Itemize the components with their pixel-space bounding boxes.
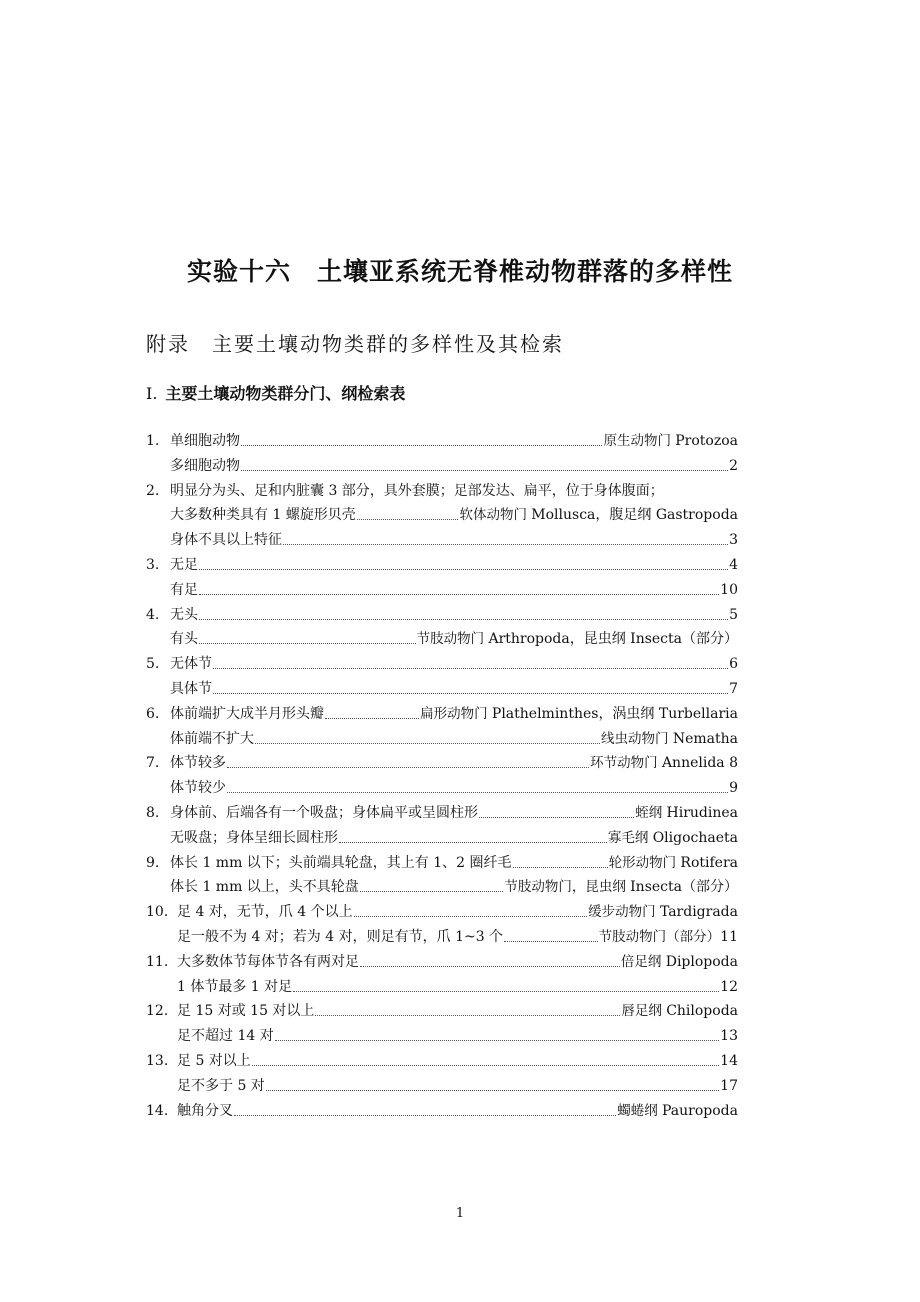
dot-leader (360, 954, 620, 967)
key-row-text: 足一般不为 4 对；若为 4 对，则足有节，爪 1~3 个 (177, 928, 504, 945)
dot-leader (479, 805, 634, 818)
dot-leader (357, 507, 459, 520)
key-row (146, 479, 738, 504)
key-row-result (720, 578, 738, 603)
key-row-number: 9. (146, 854, 160, 871)
key-row-text: 足 4 对，无节，爪 4 个以上 (177, 904, 353, 921)
key-row-text: 无足 (170, 556, 198, 573)
appendix-title: 主要土壤动物类群的多样性及其检索 (212, 332, 564, 356)
key-row-target: 10 (720, 581, 738, 598)
key-row-result (635, 801, 738, 826)
key-row-result (720, 1049, 738, 1074)
key-row (146, 702, 738, 727)
key-row-target: 13 (720, 1028, 738, 1045)
key-row-text: 身体前、后端各有一个吸盘；身体扁平或呈圆柱形 (170, 804, 478, 821)
key-row-target: Arthropoda，昆虫纲 Insecta（部分） (488, 631, 738, 648)
key-row (146, 776, 738, 801)
key-row (146, 553, 738, 578)
key-row-number: 2. (146, 482, 160, 499)
key-row-target: Protozoa (675, 433, 738, 449)
key-row (146, 875, 738, 900)
key-row (146, 801, 738, 826)
key-row-result (590, 751, 738, 776)
key-row-number: 4. (146, 606, 160, 623)
key-row-result (729, 528, 738, 553)
key-row-text: 1 体节最多 1 对足 (177, 978, 293, 995)
key-row-taxon: 倍足纲 (620, 953, 666, 970)
key-row-text: 具体节 (170, 680, 212, 697)
key-row-target: 3 (729, 532, 738, 549)
key-row-result (420, 702, 738, 727)
key-row-target: 14 (720, 1052, 738, 1069)
section-heading (146, 381, 405, 404)
key-row-number: 5. (146, 656, 160, 673)
key-row (146, 603, 738, 628)
key-row-text: 单细胞动物 (170, 433, 240, 449)
key-row (146, 999, 738, 1024)
key-row-target: Mollusca，腹足纲 Gastropoda (531, 507, 738, 524)
dot-leader (227, 755, 589, 768)
dot-leader (213, 681, 728, 694)
key-row-result (609, 851, 738, 876)
key-row-number: 6. (146, 705, 160, 722)
key-row-text: 体前端不扩大 (170, 730, 254, 747)
key-row-target: Diplopoda (665, 953, 738, 970)
key-row-text: 有头 (170, 631, 198, 648)
dot-leader (213, 656, 728, 669)
dot-leader (504, 929, 598, 942)
key-row-taxon: 节肢动物门（部分） (598, 928, 721, 945)
key-row-target: 11 (720, 928, 738, 945)
key-row-number: 12. (146, 1003, 169, 1020)
dot-leader (241, 458, 728, 471)
key-row-result (504, 875, 738, 900)
key-row-taxon: 蠋蜷纲 (617, 1102, 663, 1119)
key-row-result (601, 727, 738, 752)
key-row-target: 17 (720, 1077, 738, 1094)
key-row (146, 1099, 738, 1124)
key-row (146, 454, 738, 479)
key-row (146, 826, 738, 851)
key-row (146, 1074, 738, 1099)
key-row-text: 体节较多 (170, 755, 226, 772)
key-row (146, 950, 738, 975)
dot-leader (325, 706, 419, 719)
key-row-target: 2 (729, 457, 738, 474)
key-row-text: 体长 1 mm 以上，头不具轮盘 (170, 879, 359, 896)
page-number: 1 (455, 1206, 465, 1221)
dot-leader (360, 879, 504, 892)
key-row-result (720, 1074, 738, 1099)
key-row (146, 975, 738, 1000)
dot-leader (199, 631, 416, 644)
key-row-result (729, 603, 738, 628)
key-row-target: Nematha (672, 730, 738, 747)
dot-leader (241, 433, 602, 446)
key-row-target: Plathelminthes，涡虫纲 Turbellaria (491, 705, 738, 722)
key-row-number: 7. (146, 755, 160, 772)
key-row (146, 578, 738, 603)
key-row-number: 14. (146, 1102, 169, 1119)
dot-leader (199, 582, 719, 595)
appendix-prefix: 附录 (146, 332, 190, 356)
key-row-taxon: 节肢动物门 (416, 631, 489, 648)
key-row-result (608, 826, 738, 851)
key-row-text: 足 5 对以上 (177, 1052, 251, 1069)
key-row (146, 503, 738, 528)
key-row (146, 751, 738, 776)
key-row-target: Oligochaeta (652, 829, 738, 846)
key-row-text: 身体不具以上特征 (170, 532, 282, 549)
key-row-target: 6 (729, 656, 738, 673)
dot-leader (234, 1103, 616, 1116)
page-title: 实验十六 土壤亚系统无脊椎动物群落的多样性 (186, 257, 733, 286)
key-row-result (729, 454, 738, 479)
key-row-text: 多细胞动物 (170, 457, 240, 474)
key-row-number: 3. (146, 556, 160, 573)
key-row-text: 体前端扩大成半月形头瓣 (170, 705, 324, 722)
key-row-text: 触角分叉 (177, 1102, 233, 1119)
appendix-heading (146, 328, 564, 357)
key-row-target: 9 (729, 780, 738, 797)
key-row (146, 528, 738, 553)
key-row-number: 8. (146, 804, 160, 821)
key-row (146, 627, 738, 652)
key-row-taxon: 缓步动物门 (588, 904, 660, 921)
key-row-taxon: 原生动物门 (603, 433, 676, 449)
key-row-target: Annelida 8 (661, 755, 738, 772)
key-row-target: Rotifera (680, 854, 738, 871)
dot-leader (266, 1078, 719, 1091)
key-row-taxon: 环节动物门 (590, 755, 662, 772)
dot-leader (275, 1028, 719, 1041)
key-row (146, 851, 738, 876)
dot-leader (513, 855, 608, 868)
key-row-result (729, 677, 738, 702)
dot-leader (339, 830, 607, 843)
dot-leader (199, 557, 728, 570)
section-number: Ⅰ. (146, 384, 158, 403)
key-row-target: Insecta（部分） (630, 879, 738, 896)
key-row-target: Pauropoda (662, 1102, 738, 1119)
key-row-target: 4 (729, 556, 738, 573)
key-row-text: 无头 (170, 606, 198, 623)
key-row (146, 652, 738, 677)
key-row-target: Hirudinea (666, 804, 738, 821)
key-row-target: 5 (729, 606, 738, 623)
key-row-taxon: 唇足纲 (621, 1003, 667, 1020)
key-row-number: 10. (146, 904, 169, 921)
key-row-text: 足不超过 14 对 (177, 1028, 274, 1045)
key-row (146, 1024, 738, 1049)
dot-leader (354, 904, 588, 917)
key-row-number: 13. (146, 1052, 169, 1069)
key-row (146, 925, 738, 950)
key-row-number: 1. (146, 433, 160, 449)
dot-leader (283, 532, 728, 545)
key-row (146, 429, 738, 454)
key-row-number: 11. (146, 953, 169, 970)
key-row (146, 677, 738, 702)
identification-key (146, 429, 738, 1123)
dot-leader (315, 1003, 620, 1016)
key-row-result (459, 503, 738, 528)
dot-leader (199, 607, 728, 620)
key-row-result (621, 999, 738, 1024)
key-row-result (599, 925, 738, 950)
key-row-text: 体节较少 (170, 780, 226, 797)
dot-leader (293, 979, 719, 992)
key-row-taxon: 扁形动物门 (420, 705, 492, 722)
dot-leader (255, 731, 600, 744)
dot-leader (227, 780, 728, 793)
key-row-taxon: 节肢动物门，昆虫纲 (504, 879, 631, 896)
key-row (146, 900, 738, 925)
key-row-taxon: 软体动物门 (459, 507, 532, 524)
key-row-text: 大多数体节每体节各有两对足 (177, 953, 359, 970)
key-row-taxon: 轮形动物门 (608, 854, 681, 871)
key-row-result (729, 776, 738, 801)
key-row-text: 体长 1 mm 以下；头前端具轮盘，其上有 1、2 圈纤毛 (170, 854, 512, 871)
key-row (146, 1049, 738, 1074)
key-row-result (720, 1024, 738, 1049)
key-row-target: Tardigrada (659, 904, 738, 921)
key-row-result (621, 950, 738, 975)
key-row (146, 727, 738, 752)
section-title: 主要土壤动物类群分门、纲检索表 (165, 384, 406, 403)
key-row-text: 明显分为头、足和内脏囊 3 部分，具外套膜；足部发达、扁平，位于身体腹面； (170, 482, 664, 499)
key-row-taxon: 寡毛纲 (607, 829, 653, 846)
key-row-result (588, 900, 738, 925)
key-row-text: 大多数种类具有 1 螺旋形贝壳 (170, 507, 356, 524)
key-row-result (729, 652, 738, 677)
key-row-result (603, 429, 738, 454)
key-row-target: 12 (720, 978, 738, 995)
key-row-taxon: 线虫动物门 (601, 730, 673, 747)
key-row-text: 足不多于 5 对 (177, 1077, 265, 1094)
dot-leader (252, 1053, 719, 1066)
key-row-text: 无吸盘；身体呈细长圆柱形 (170, 829, 338, 846)
key-row-text: 有足 (170, 581, 198, 598)
key-row-text: 足 15 对或 15 对以上 (177, 1003, 315, 1020)
key-row-result (729, 553, 738, 578)
key-row-taxon: 蛭纲 (635, 804, 667, 821)
key-row-result (417, 627, 738, 652)
key-row-target: 7 (729, 680, 738, 697)
key-row-target: Chilopoda (666, 1003, 738, 1020)
key-row-result (617, 1099, 738, 1124)
key-row-result (720, 975, 738, 1000)
key-row-text: 无体节 (170, 656, 212, 673)
